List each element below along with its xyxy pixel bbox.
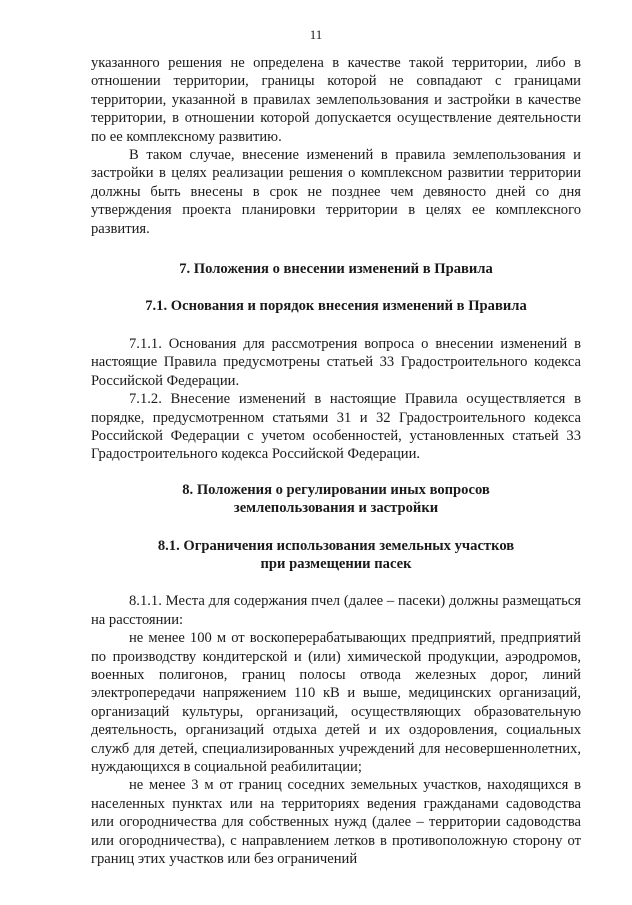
subsection-7-1-heading: 7.1. Основания и порядок внесения изменений в Правила — [145, 298, 527, 315]
section-8-heading — [91, 481, 581, 518]
document-body — [91, 54, 581, 868]
section-7-heading: 7. Положения о внесении изменений в Правила — [179, 261, 493, 278]
subsection-8-1-heading-line1: 8.1. Ограничения использования земельных участков — [157, 537, 515, 554]
section-8-heading-line1: 8. Положения о регулировании иных вопросов — [182, 481, 490, 498]
paragraph-continuation: указанного решения не определена в качестве такой территории, либо в отношении территории, границы которой не совпадают с границами территории, указанной в правилах землепользования и застройки в качестве территории, в отношении которой допускается осуществление деятельности по ее комплексному развитию. — [91, 55, 581, 145]
paragraph-deadline: В таком случае, внесение изменений в правила землепользования и застройки в целях реализации решения о комплексном развитии территории должны быть внесены в срок не позднее чем девяносто дней со дня утверждения проекта планировки территории в целях ее комплексного развития. — [91, 147, 581, 237]
page-number: 11 — [309, 27, 323, 42]
subsection-8-1-heading — [91, 537, 581, 574]
paragraph-8-1-1-item-3m: не менее 3 м от границ соседних земельных участков, находящихся в населенных пунктах или на территориях ведения гражданами садоводства или огородничества для собственных нужд (далее – территории садоводства или огородничества), с направлением летков в противоположную сторону от границ этих участков или без ограничений — [91, 777, 581, 868]
section-8-heading-line2: землепользования и застройки — [233, 500, 439, 517]
subsection-8-1-heading-line2: при размещении пасек — [260, 555, 412, 572]
paragraph-7-1-2: 7.1.2. Внесение изменений в настоящие Правила осуществляется в порядке, предусмотренном статьями 31 и 32 Градостроительного кодекса Российской Федерации с учетом особенностей, установленных статьей 33 Градостроительного кодекса Российской Федерации. — [91, 391, 581, 463]
paragraph-8-1-1-item-100m: не менее 100 м от воскоперерабатывающих предприятий, предприятий по производству кондитерской и (или) химической продукции, аэродромов, военных полигонов, границ полосы отвода железных дорог, линий электропередачи напряжением 110 кВ и выше, медицинских организаций, организаций культуры, организаций, осуществляющих образовательную деятельность, организаций отдыха детей и их оздоровления, социальных служб для детей, специализированных учреждений для несовершеннолетних, нуждающихся в социальной реабилитации; — [91, 630, 581, 775]
paragraph-8-1-1: 8.1.1. Места для содержания пчел (далее – пасеки) должны размещаться на расстоянии: — [91, 593, 581, 628]
paragraph-7-1-1: 7.1.1. Основания для рассмотрения вопроса о внесении изменений в настоящие Правила предусмотрены статьей 33 Градостроительного кодекса Российской Федерации. — [91, 335, 581, 389]
